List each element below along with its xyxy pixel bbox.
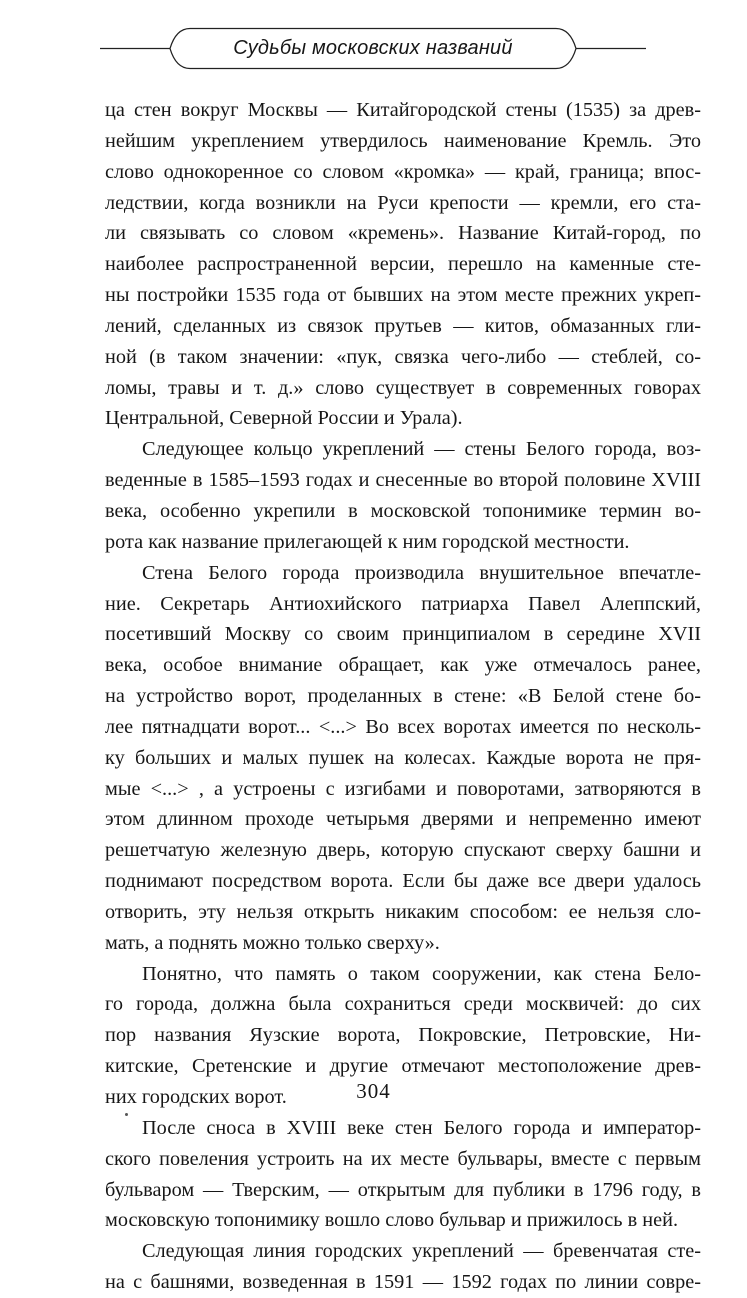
text-line: лее пятнадцати ворот... <...> Во всех воротах имеется по несколь-: [105, 715, 701, 738]
text-line: на устройство ворот, проделанных в стене: «В Белой стене бо-: [105, 685, 701, 708]
running-head-title: Судьбы московских названий: [233, 37, 513, 59]
text-line: ние. Секретарь Антиохийского патриарха Павел Алеппский,: [105, 592, 701, 615]
text-line: отворить, эту нельзя открыть никаким способом: ее нельзя сло-: [105, 900, 701, 923]
text-line: ледствии, когда возникли на Руси крепости — кремли, его ста-: [105, 191, 701, 214]
paragraph-start-line: Следующее кольцо укреплений — стены Белого города, воз-: [142, 438, 701, 461]
print-speck: [125, 1113, 128, 1116]
text-line: ной (в таком значении: «пук, связка чего-либо — стеблей, со-: [105, 345, 701, 368]
text-line: веденные в 1585–1593 годах и снесенные во второй половине XVIII: [105, 469, 701, 492]
paragraph-start-line: Понятно, что память о таком сооружении, как стена Бело-: [142, 962, 701, 985]
text-line: московскую топонимику вошло слово бульвар и прижилось в ней.: [105, 1209, 679, 1232]
text-line: мать, а поднять можно только сверху».: [105, 931, 440, 954]
text-line: на с башнями, возведенная в 1591 — 1592 годах по линии совре-: [105, 1271, 701, 1294]
text-line: Центральной, Северной России и Урала).: [105, 407, 463, 430]
text-line: ли связывать со словом «кремень». Название Китай-город, по: [105, 222, 701, 245]
text-line: бульваром — Тверским, — открытым для публики в 1796 году, в: [105, 1178, 701, 1201]
text-line: этом длинном проходе четырьмя дверями и непременно имеют: [105, 808, 701, 831]
text-line: рота как название прилегающей к ним городской местности.: [105, 530, 630, 553]
paragraph-start-line: Следующая линия городских укреплений — бревенчатая сте-: [142, 1240, 701, 1263]
text-line: нейшим укреплением утвердилось наименование Кремль. Это: [105, 129, 701, 152]
text-line: ского повеления устроить на их месте бульвары, вместе с первым: [105, 1147, 701, 1170]
text-line: ку больших и малых пушек на колесах. Каждые ворота не пря-: [105, 746, 701, 769]
text-line: века, особенно укрепили в московской топонимике термин во-: [105, 499, 701, 522]
running-head: [100, 24, 646, 74]
paragraph-start-line: После сноса в XVIII веке стен Белого города и император-: [142, 1116, 701, 1139]
text-line: пор названия Яузские ворота, Покровские, Петровские, Ни-: [105, 1024, 701, 1047]
text-line: ны постройки 1535 года от бывших на этом месте прежних укреп-: [105, 284, 701, 307]
paragraph-start-line: Стена Белого города производила внушительное впечатле-: [142, 561, 701, 584]
text-line: века, особое внимание обращает, как уже отмечалось ранее,: [105, 654, 701, 677]
text-line: них городских ворот.: [105, 1086, 287, 1108]
body-text: [105, 95, 701, 1298]
text-line: китские, Сретенские и другие отмечают местоположение древ-: [105, 1055, 701, 1078]
text-line: наиболее распространенной версии, перешло на каменные сте-: [105, 253, 701, 276]
text-line: лений, сделанных из связок прутьев — китов, обмазанных гли-: [105, 314, 701, 337]
text-line: поднимают посредством ворота. Если бы даже все двери удалось: [105, 870, 701, 893]
text-line: мые <...> , а устроены с изгибами и поворотами, затворяются в: [105, 777, 701, 800]
text-line: ломы, травы и т. д.» слово существует в современных говорах: [105, 376, 701, 399]
text-line: ца стен вокруг Москвы — Китайгородской стены (1535) за древ-: [105, 99, 701, 121]
page-number: 304: [356, 1079, 391, 1103]
text-line: го города, должна была сохраниться среди москвичей: до сих: [105, 993, 701, 1016]
text-line: посетивший Москву со своим принципиалом в середине XVII: [105, 623, 701, 646]
text-line: решетчатую железную дверь, которую спускают сверху башни и: [105, 839, 701, 862]
text-line: слово однокоренное со словом «кромка» — край, граница; впос-: [105, 160, 701, 183]
